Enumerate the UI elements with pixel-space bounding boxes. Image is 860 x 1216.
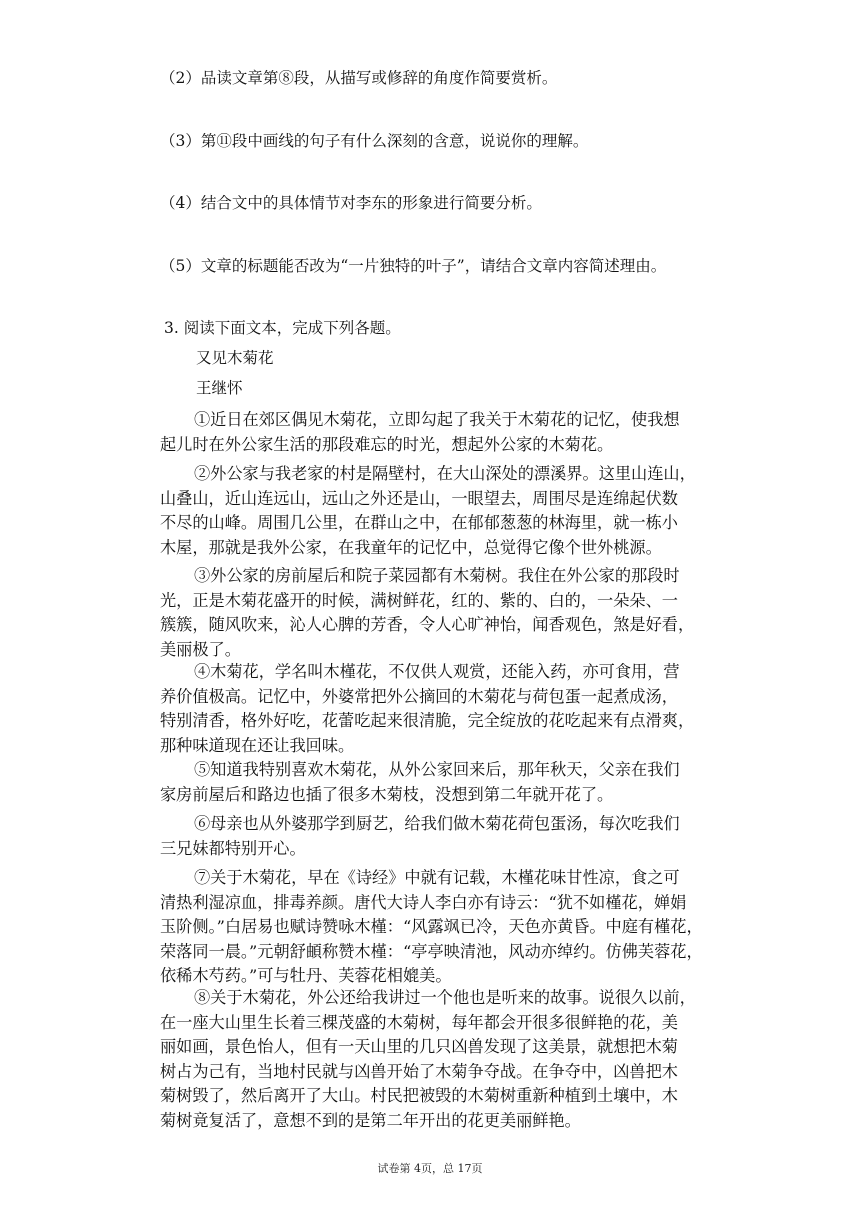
paragraph-line: ⑦关于木菊花，早在《诗经》中就有记载，木槿花味甘性凉，食之可 [194, 868, 680, 887]
paragraph-line: 丽如画，景色怡人，但有一天山里的几只凶兽发现了这美景，就想把木菊 [160, 1037, 678, 1057]
paragraph-line: 三兄妹都特别开心。 [160, 838, 306, 858]
question-5: （5）文章的标题能否改为“一片独特的叶子”，请结合文章内容简述理由。 [160, 257, 667, 275]
paragraph-7 [160, 866, 720, 989]
question-3: （3）第⑪段中画线的句子有什么深刻的含意，说说你的理解。 [160, 132, 589, 150]
paragraph-8 [160, 986, 720, 1134]
paragraph-line: 养价值极高。记忆中，外婆常把外公摘回的木菊花与荷包蛋一起煮成汤， [160, 686, 678, 706]
section-heading: 3. 阅读下面文本，完成下列各题。 [164, 319, 401, 337]
paragraph-line: 在一座大山里生长着三棵茂盛的木菊树，每年都会开很多很鲜艳的花，美 [160, 1012, 678, 1032]
paragraph-3 [160, 564, 720, 662]
paragraph-4 [160, 660, 720, 758]
paragraph-line: 美丽极了。 [160, 639, 241, 659]
paragraph-line: ③外公家的房前屋后和院子菜园都有木菊树。我住在外公家的那段时 [194, 566, 680, 585]
paragraph-line: 木屋，那就是我外公家，在我童年的记忆中，总觉得它像个世外桃源。 [160, 537, 662, 557]
paragraph-5 [160, 758, 720, 807]
paragraph-line: 树占为己有，当地村民就与凶兽开始了木菊争夺战。在争夺中，凶兽把木 [160, 1061, 678, 1081]
paragraph-1 [160, 408, 720, 457]
paragraph-line: 簇簇，随风吹来，沁人心脾的芳香，令人心旷神怡，闻香观色，煞是好看， [160, 615, 695, 635]
question-2: （2）品读文章第⑧段，从描写或修辞的角度作简要赏析。 [160, 69, 558, 87]
paragraph-line: 山叠山，近山连远山，远山之外还是山，一眼望去，周围尽是连绵起伏数 [160, 488, 678, 508]
question-4: （4）结合文中的具体情节对李东的形象进行简要分析。 [160, 194, 542, 212]
paragraph-line: 那种味道现在还让我回味。 [160, 735, 355, 755]
paragraph-line: 清热利湿凉血，排毒养颜。唐代大诗人李白亦有诗云：“犹不如槿花，婵娟 [160, 892, 687, 912]
paragraph-line: 光，正是木菊花盛开的时候，满树鲜花，红的、紫的、白的，一朵朵、一 [160, 590, 678, 610]
paragraph-line: 特别清香，格外好吃，花蕾吃起来很清脆，完全绽放的花吃起来有点滑爽， [160, 711, 695, 731]
paragraph-line: 家房前屋后和路边也插了很多木菊枝，没想到第二年就开花了。 [160, 784, 614, 804]
article-author: 王继怀 [196, 379, 243, 397]
paragraph-line: ④木菊花，学名叫木槿花，不仅供人观赏，还能入药，亦可食用，营 [194, 662, 680, 681]
paragraph-line: 依稀木芍药。”可与牡丹、芙蓉花相媲美。 [160, 966, 452, 986]
paragraph-line: 不尽的山峰。周围几公里，在群山之中，在郁郁葱葱的林海里，就一栋小 [160, 513, 678, 533]
paragraph-line: 荣落同一晨。”元朝舒頔称赞木槿：“亭亭映清池，风动亦绰约。仿佛芙蓉花， [160, 941, 703, 961]
paragraph-line: ②外公家与我老家的村是隔壁村，在大山深处的漂溪界。这里山连山， [194, 464, 696, 483]
paragraph-2 [160, 462, 720, 560]
paragraph-line: 菊树竟复活了，意想不到的是第二年开出的花更美丽鲜艳。 [160, 1110, 581, 1130]
paragraph-line: 起儿时在外公家生活的那段难忘的时光，想起外公家的木菊花。 [160, 434, 614, 454]
paragraph-line: ⑧关于木菊花，外公还给我讲过一个他也是听来的故事。说很久以前， [194, 988, 696, 1007]
paragraph-line: 菊树毁了，然后离开了大山。村民把被毁的木菊树重新种植到土壤中，木 [160, 1086, 678, 1106]
paragraph-6 [160, 812, 720, 861]
paragraph-line: ⑤知道我特别喜欢木菊花，从外公家回来后，那年秋天，父亲在我们 [194, 760, 680, 779]
page-footer: 试卷第 4页，总 17页 [377, 1162, 483, 1175]
paragraph-line: ①近日在郊区偶见木菊花，立即勾起了我关于木菊花的记忆，使我想 [194, 410, 680, 429]
paragraph-line: ⑥母亲也从外婆那学到厨艺，给我们做木菊花荷包蛋汤，每次吃我们 [194, 814, 680, 833]
article-title: 又见木菊花 [196, 349, 274, 367]
paragraph-line: 玉阶侧。”白居易也赋诗赞咏木槿：“风露飒已冷，天色亦黄昏。中庭有槿花， [160, 917, 703, 937]
